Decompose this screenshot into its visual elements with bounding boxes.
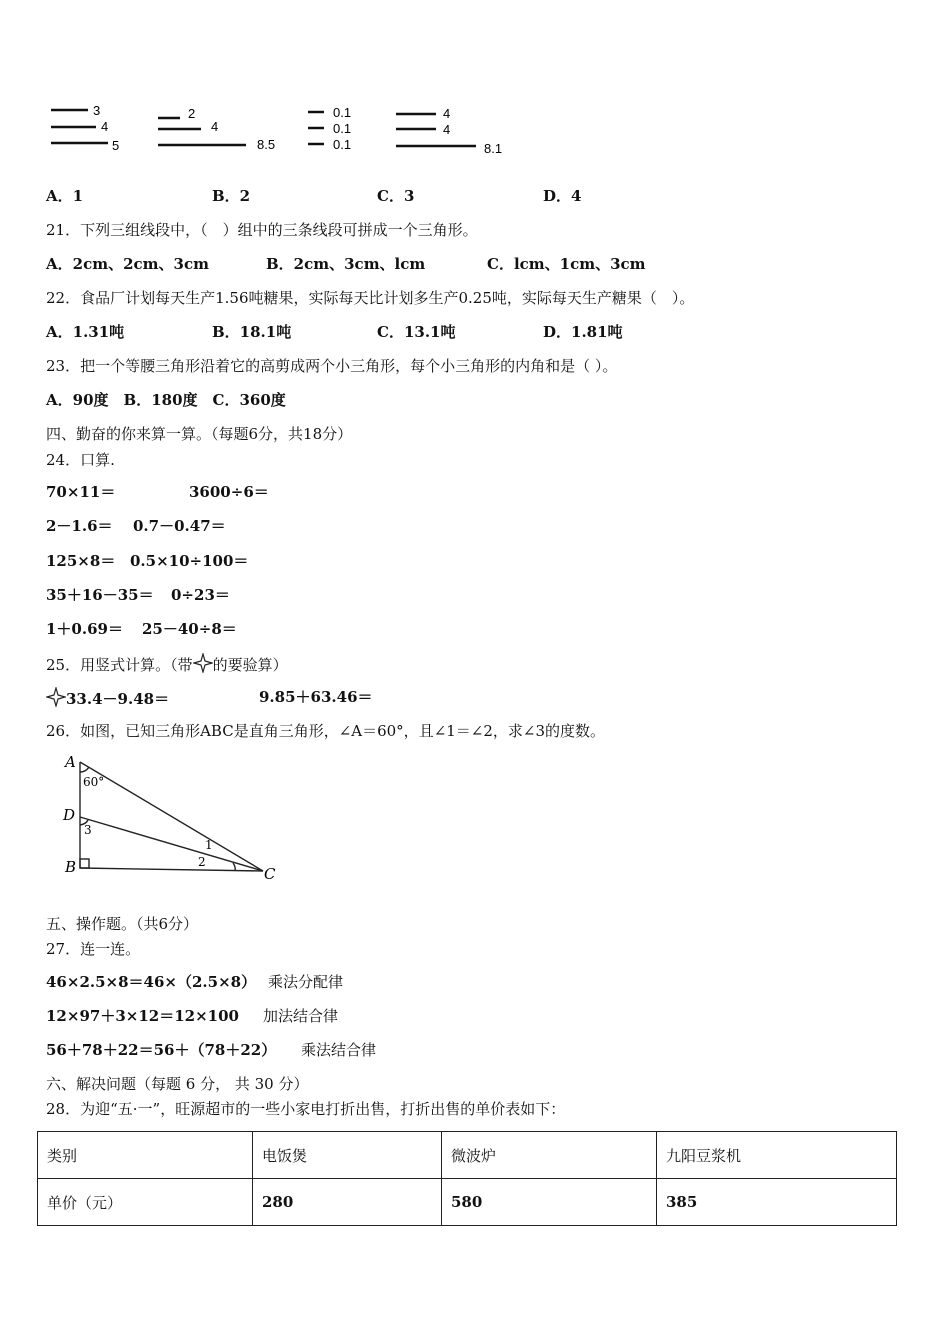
q25-title-post: 的要验算） <box>212 656 288 674</box>
segments-figure <box>46 98 526 160</box>
section6-title: 六、解决问题（每题 6 分， 共 30 分） <box>46 1075 309 1093</box>
vertex-label-b: B <box>65 858 77 876</box>
seg-label: 8.1 <box>484 141 503 156</box>
oral-item: 3600÷6＝ <box>189 483 269 501</box>
q24-title: 24．口算. <box>46 451 115 469</box>
q20-choice-c: C．3 <box>377 187 415 205</box>
table-header-cell: 电饭煲 <box>253 1132 442 1179</box>
q25-item-2: 9.85＋63.46＝ <box>259 688 373 706</box>
angle-a-arc <box>80 767 89 772</box>
q21-choice-b: B．2cm、3cm、lcm <box>266 255 426 273</box>
seg-label: 2 <box>188 106 196 121</box>
section5-title: 五、操作题。（共6分） <box>46 915 199 933</box>
q25-item-text: 33.4－9.48＝ <box>66 690 170 708</box>
seg-label: 0.1 <box>333 105 352 120</box>
oral-item: 0÷23＝ <box>171 586 230 604</box>
oral-item: 0.7－0.47＝ <box>133 517 226 535</box>
angle-label-60: 60° <box>83 775 105 789</box>
seg-label: 4 <box>443 106 451 121</box>
q25-item-1 <box>46 687 169 709</box>
vertex-label-a: A <box>65 753 76 771</box>
angle-label-2: 2 <box>198 855 206 869</box>
table-row <box>38 1179 897 1226</box>
seg-label: 4 <box>101 119 109 134</box>
table-row <box>38 1132 897 1179</box>
seg-label: 3 <box>93 103 101 118</box>
table-cell: 385 <box>657 1179 897 1226</box>
match-expr: 56＋78＋22＝56＋（78＋22） <box>46 1041 277 1059</box>
seg-label: 0.1 <box>333 121 352 136</box>
q21-stem: 21．下列三组线段中，（ ）组中的三条线段可拼成一个三角形。 <box>46 221 478 239</box>
match-law[interactable]: 乘法结合律 <box>301 1041 377 1059</box>
match-expr: 12×97＋3×12＝12×100 <box>46 1007 239 1025</box>
triangle-figure <box>58 750 288 885</box>
section4-title: 四、勤奋的你来算一算。（每题6分，共18分） <box>46 425 353 443</box>
seg-label: 0.1 <box>333 137 352 152</box>
q20-choice-d: D．4 <box>543 187 582 205</box>
q22-stem: 22．食品厂计划每天生产1.56吨糖果，实际每天比计划多生产0.25吨，实际每天生产糖果（ ）。 <box>46 289 695 307</box>
seg-label: 5 <box>112 138 120 153</box>
q21-choice-a: A．2cm、2cm、3cm <box>46 255 209 273</box>
angle-c-arc <box>233 863 235 871</box>
angle-label-1: 1 <box>205 838 213 852</box>
segment-group-2 <box>158 118 246 145</box>
vertex-label-d: D <box>63 806 76 824</box>
q22-choice-c: C．13.1吨 <box>377 323 456 341</box>
right-angle-mark <box>80 859 89 868</box>
q27-title: 27．连一连。 <box>46 940 141 958</box>
q25-title <box>46 653 288 675</box>
q22-choice-d: D．1.81吨 <box>543 323 623 341</box>
oral-item: 125×8＝ <box>46 552 116 570</box>
q22-choice-a: A．1.31吨 <box>46 323 125 341</box>
q22-choice-b: B．18.1吨 <box>212 323 292 341</box>
segment-group-4 <box>396 114 476 146</box>
four-point-star-icon <box>193 653 213 673</box>
match-expr: 46×2.5×8＝46×（2.5×8） <box>46 973 257 991</box>
q20-choice-a: A．1 <box>46 187 84 205</box>
table-cell: 280 <box>253 1179 442 1226</box>
seg-label: 4 <box>443 122 451 137</box>
seg-label: 8.5 <box>257 137 276 152</box>
side-ac <box>80 762 263 871</box>
table-header-cell: 类别 <box>38 1132 253 1179</box>
oral-item: 1＋0.69＝ <box>46 620 123 638</box>
oral-item: 35＋16－35＝ <box>46 586 154 604</box>
q23-choices: A．90度 B．180度 C．360度 <box>46 391 286 409</box>
q21-choice-c: C．lcm、1cm、3cm <box>487 255 646 273</box>
table-cell: 单价（元） <box>38 1179 253 1226</box>
segment-group-3 <box>308 112 324 144</box>
price-table <box>37 1131 897 1226</box>
table-header-cell: 微波炉 <box>442 1132 657 1179</box>
table-cell: 580 <box>442 1179 657 1226</box>
seg-label: 4 <box>211 119 219 134</box>
match-law[interactable]: 加法结合律 <box>263 1007 339 1025</box>
vertex-label-c: C <box>264 865 276 883</box>
segment-dc <box>80 817 263 871</box>
four-point-star-icon <box>46 687 66 707</box>
oral-item: 2－1.6＝ <box>46 517 113 535</box>
q28-stem: 28．为迎“五·一”，旺源超市的一些小家电打折出售，打折出售的单价表如下： <box>46 1100 566 1118</box>
oral-item: 70×11＝ <box>46 483 116 501</box>
match-law[interactable]: 乘法分配律 <box>268 973 344 991</box>
q26-stem: 26．如图，已知三角形ABC是直角三角形，∠A＝60°，且∠1＝∠2，求∠3的度数。 <box>46 722 606 740</box>
angle-label-3: 3 <box>84 823 92 837</box>
q20-choice-b: B．2 <box>212 187 251 205</box>
q23-stem: 23．把一个等腰三角形沿着它的高剪成两个小三角形，每个小三角形的内角和是（ ）。 <box>46 357 618 375</box>
q25-title-pre: 25．用竖式计算。（带 <box>46 656 193 674</box>
table-header-cell: 九阳豆浆机 <box>657 1132 897 1179</box>
oral-item: 25－40÷8＝ <box>142 620 237 638</box>
oral-item: 0.5×10÷100＝ <box>130 552 249 570</box>
